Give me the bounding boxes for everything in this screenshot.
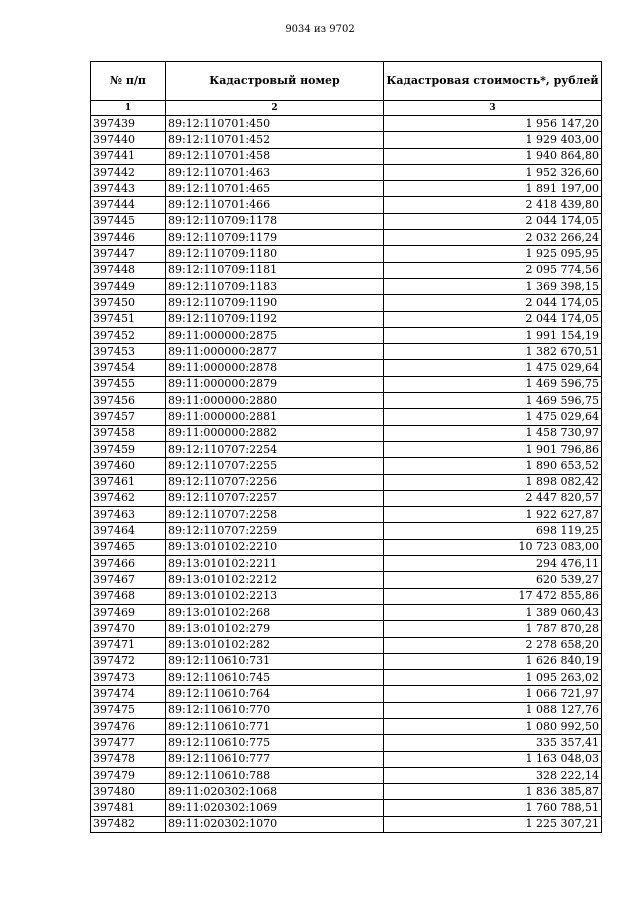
cadastral-cost-cell: 698 119,25 <box>384 523 602 539</box>
cadastral-number-cell: 89:12:110610:777 <box>166 751 384 767</box>
table-row <box>91 213 602 229</box>
table-row <box>91 262 602 278</box>
cadastral-number-cell: 89:12:110709:1179 <box>166 230 384 246</box>
cadastral-cost-cell: 2 278 658,20 <box>384 637 602 653</box>
cadastral-cost-cell: 1 382 670,51 <box>384 344 602 360</box>
cadastral-cost-cell: 1 080 992,50 <box>384 718 602 734</box>
cadastral-number-cell: 89:12:110701:466 <box>166 197 384 213</box>
cadastral-cost-cell: 1 095 263,02 <box>384 670 602 686</box>
table-row <box>91 474 602 490</box>
table-row <box>91 295 602 311</box>
row-number-cell: 397466 <box>91 556 166 572</box>
row-number-cell: 397448 <box>91 262 166 278</box>
table-row <box>91 490 602 506</box>
cadastral-number-cell: 89:12:110707:2256 <box>166 474 384 490</box>
table-row <box>91 181 602 197</box>
cadastral-number-cell: 89:12:110707:2254 <box>166 441 384 457</box>
row-number-cell: 397457 <box>91 409 166 425</box>
table-row <box>91 327 602 343</box>
cadastral-number-cell: 89:12:110610:788 <box>166 767 384 783</box>
cadastral-number-cell: 89:11:020302:1068 <box>166 784 384 800</box>
row-number-cell: 397482 <box>91 816 166 832</box>
row-number-cell: 397445 <box>91 213 166 229</box>
table-body <box>91 116 602 833</box>
row-number-cell: 397441 <box>91 148 166 164</box>
cadastral-cost-cell: 1 066 721,97 <box>384 686 602 702</box>
cadastral-cost-cell: 1 163 048,03 <box>384 751 602 767</box>
row-number-cell: 397464 <box>91 523 166 539</box>
cadastral-number-cell: 89:11:000000:2882 <box>166 425 384 441</box>
row-number-cell: 397480 <box>91 784 166 800</box>
table-row <box>91 702 602 718</box>
cadastral-number-cell: 89:12:110709:1178 <box>166 213 384 229</box>
cadastral-number-cell: 89:11:000000:2880 <box>166 393 384 409</box>
row-number-cell: 397465 <box>91 539 166 555</box>
table-row <box>91 197 602 213</box>
cadastral-cost-cell: 1 890 653,52 <box>384 458 602 474</box>
cadastral-cost-cell: 294 476,11 <box>384 556 602 572</box>
row-number-cell: 397467 <box>91 572 166 588</box>
row-number-cell: 397449 <box>91 278 166 294</box>
column-number-row <box>91 101 602 116</box>
cadastral-number-cell: 89:12:110709:1190 <box>166 295 384 311</box>
cadastral-cost-cell: 1 956 147,20 <box>384 116 602 132</box>
row-number-cell: 397460 <box>91 458 166 474</box>
cadastral-cost-cell: 1 475 029,64 <box>384 360 602 376</box>
cadastral-cost-cell: 1 225 307,21 <box>384 816 602 832</box>
cadastral-cost-cell: 1 469 596,75 <box>384 393 602 409</box>
cadastral-cost-cell: 1 952 326,60 <box>384 164 602 180</box>
row-number-cell: 397472 <box>91 653 166 669</box>
row-number-cell: 397469 <box>91 604 166 620</box>
row-number-cell: 397477 <box>91 735 166 751</box>
cadastral-cost-cell: 1 901 796,86 <box>384 441 602 457</box>
table-row <box>91 670 602 686</box>
column-number-1: 1 <box>91 101 166 116</box>
row-number-cell: 397456 <box>91 393 166 409</box>
table-row <box>91 344 602 360</box>
cadastral-cost-cell: 1 836 385,87 <box>384 784 602 800</box>
table-row <box>91 800 602 816</box>
cadastral-cost-cell: 1 991 154,19 <box>384 327 602 343</box>
table-row <box>91 784 602 800</box>
cadastral-cost-cell: 328 222,14 <box>384 767 602 783</box>
cadastral-cost-cell: 10 723 083,00 <box>384 539 602 555</box>
row-number-cell: 397458 <box>91 425 166 441</box>
cadastral-cost-cell: 620 539,27 <box>384 572 602 588</box>
table-row <box>91 686 602 702</box>
table-row <box>91 458 602 474</box>
row-number-cell: 397452 <box>91 327 166 343</box>
table-row <box>91 393 602 409</box>
cadastral-cost-cell: 2 044 174,05 <box>384 213 602 229</box>
row-number-cell: 397459 <box>91 441 166 457</box>
row-number-cell: 397451 <box>91 311 166 327</box>
cadastral-cost-cell: 2 447 820,57 <box>384 490 602 506</box>
table-row <box>91 604 602 620</box>
cadastral-number-cell: 89:12:110610:745 <box>166 670 384 686</box>
table-row <box>91 311 602 327</box>
cadastral-number-cell: 89:12:110701:465 <box>166 181 384 197</box>
table-header-row <box>91 62 602 101</box>
table-row <box>91 164 602 180</box>
cadastral-cost-cell: 1 369 398,15 <box>384 278 602 294</box>
row-number-cell: 397471 <box>91 637 166 653</box>
table-row <box>91 278 602 294</box>
row-number-cell: 397454 <box>91 360 166 376</box>
cadastral-cost-cell: 2 044 174,05 <box>384 295 602 311</box>
table-row <box>91 507 602 523</box>
cadastral-cost-cell: 1 891 197,00 <box>384 181 602 197</box>
row-number-cell: 397450 <box>91 295 166 311</box>
cadastral-number-cell: 89:12:110709:1183 <box>166 278 384 294</box>
cadastral-cost-cell: 1 787 870,28 <box>384 621 602 637</box>
row-number-cell: 397473 <box>91 670 166 686</box>
cadastral-number-cell: 89:12:110610:770 <box>166 702 384 718</box>
cadastral-number-cell: 89:12:110610:771 <box>166 718 384 734</box>
cadastral-cost-cell: 17 472 855,86 <box>384 588 602 604</box>
cadastral-number-cell: 89:12:110701:463 <box>166 164 384 180</box>
cadastral-cost-cell: 1 469 596,75 <box>384 376 602 392</box>
row-number-cell: 397440 <box>91 132 166 148</box>
row-number-cell: 397462 <box>91 490 166 506</box>
cadastral-number-cell: 89:13:010102:2213 <box>166 588 384 604</box>
cadastral-number-cell: 89:11:000000:2875 <box>166 327 384 343</box>
cadastral-number-cell: 89:11:020302:1070 <box>166 816 384 832</box>
header-cadastral-number: Кадастровый номер <box>166 62 384 101</box>
row-number-cell: 397481 <box>91 800 166 816</box>
cadastral-number-cell: 89:12:110709:1180 <box>166 246 384 262</box>
cadastral-number-cell: 89:13:010102:2210 <box>166 539 384 555</box>
table-row <box>91 621 602 637</box>
table-row <box>91 409 602 425</box>
cadastral-cost-cell: 335 357,41 <box>384 735 602 751</box>
row-number-cell: 397479 <box>91 767 166 783</box>
cadastral-number-cell: 89:12:110701:450 <box>166 116 384 132</box>
table-row <box>91 441 602 457</box>
row-number-cell: 397447 <box>91 246 166 262</box>
cadastral-cost-cell: 1 760 788,51 <box>384 800 602 816</box>
column-number-2: 2 <box>166 101 384 116</box>
cadastral-cost-cell: 1 922 627,87 <box>384 507 602 523</box>
table-row <box>91 539 602 555</box>
row-number-cell: 397476 <box>91 718 166 734</box>
page-number-header: 9034 из 9702 <box>285 24 355 35</box>
header-cadastral-cost: Кадастровая стоимость*, рублей <box>384 62 602 101</box>
table-row <box>91 132 602 148</box>
cadastral-cost-cell: 1 475 029,64 <box>384 409 602 425</box>
table-row <box>91 735 602 751</box>
cadastral-number-cell: 89:12:110707:2255 <box>166 458 384 474</box>
cadastral-number-cell: 89:12:110701:458 <box>166 148 384 164</box>
cadastral-cost-cell: 1 458 730,97 <box>384 425 602 441</box>
cadastral-number-cell: 89:11:000000:2877 <box>166 344 384 360</box>
cadastral-number-cell: 89:12:110709:1181 <box>166 262 384 278</box>
table-row <box>91 246 602 262</box>
table-row <box>91 767 602 783</box>
cadastral-number-cell: 89:12:110709:1192 <box>166 311 384 327</box>
cadastral-cost-cell: 2 032 266,24 <box>384 230 602 246</box>
row-number-cell: 397444 <box>91 197 166 213</box>
table-row <box>91 637 602 653</box>
cadastral-cost-cell: 2 095 774,56 <box>384 262 602 278</box>
cadastral-cost-cell: 1 626 840,19 <box>384 653 602 669</box>
table-row <box>91 376 602 392</box>
table-row <box>91 572 602 588</box>
row-number-cell: 397474 <box>91 686 166 702</box>
row-number-cell: 397478 <box>91 751 166 767</box>
cadastral-number-cell: 89:12:110707:2257 <box>166 490 384 506</box>
cadastral-cost-cell: 1 898 082,42 <box>384 474 602 490</box>
cadastral-number-cell: 89:12:110707:2258 <box>166 507 384 523</box>
table-row <box>91 148 602 164</box>
cadastral-number-cell: 89:12:110707:2259 <box>166 523 384 539</box>
cadastral-cost-cell: 2 044 174,05 <box>384 311 602 327</box>
row-number-cell: 397475 <box>91 702 166 718</box>
cadastral-number-cell: 89:12:110610:731 <box>166 653 384 669</box>
table-row <box>91 425 602 441</box>
cadastral-value-table <box>90 61 602 833</box>
cadastral-number-cell: 89:13:010102:279 <box>166 621 384 637</box>
cadastral-number-cell: 89:11:000000:2881 <box>166 409 384 425</box>
row-number-cell: 397461 <box>91 474 166 490</box>
table-row <box>91 523 602 539</box>
cadastral-number-cell: 89:13:010102:2211 <box>166 556 384 572</box>
cadastral-number-cell: 89:12:110701:452 <box>166 132 384 148</box>
table-row <box>91 751 602 767</box>
table-row <box>91 230 602 246</box>
cadastral-cost-cell: 1 925 095,95 <box>384 246 602 262</box>
cadastral-number-cell: 89:11:000000:2879 <box>166 376 384 392</box>
table-row <box>91 588 602 604</box>
cadastral-cost-cell: 1 929 403,00 <box>384 132 602 148</box>
table-row <box>91 360 602 376</box>
cadastral-number-cell: 89:11:020302:1069 <box>166 800 384 816</box>
row-number-cell: 397446 <box>91 230 166 246</box>
table-row <box>91 116 602 132</box>
row-number-cell: 397463 <box>91 507 166 523</box>
cadastral-cost-cell: 1 389 060,43 <box>384 604 602 620</box>
cadastral-number-cell: 89:12:110610:775 <box>166 735 384 751</box>
row-number-cell: 397455 <box>91 376 166 392</box>
cadastral-number-cell: 89:13:010102:268 <box>166 604 384 620</box>
row-number-cell: 397453 <box>91 344 166 360</box>
row-number-cell: 397439 <box>91 116 166 132</box>
table-row <box>91 556 602 572</box>
cadastral-cost-cell: 1 940 864,80 <box>384 148 602 164</box>
cadastral-number-cell: 89:12:110610:764 <box>166 686 384 702</box>
cadastral-cost-cell: 2 418 439,80 <box>384 197 602 213</box>
row-number-cell: 397468 <box>91 588 166 604</box>
cadastral-number-cell: 89:11:000000:2878 <box>166 360 384 376</box>
cadastral-number-cell: 89:13:010102:2212 <box>166 572 384 588</box>
table-row <box>91 816 602 832</box>
header-row-number: № п/п <box>91 62 166 101</box>
column-number-3: 3 <box>384 101 602 116</box>
cadastral-cost-cell: 1 088 127,76 <box>384 702 602 718</box>
table-row <box>91 653 602 669</box>
cadastral-number-cell: 89:13:010102:282 <box>166 637 384 653</box>
table-row <box>91 718 602 734</box>
row-number-cell: 397442 <box>91 164 166 180</box>
row-number-cell: 397470 <box>91 621 166 637</box>
row-number-cell: 397443 <box>91 181 166 197</box>
